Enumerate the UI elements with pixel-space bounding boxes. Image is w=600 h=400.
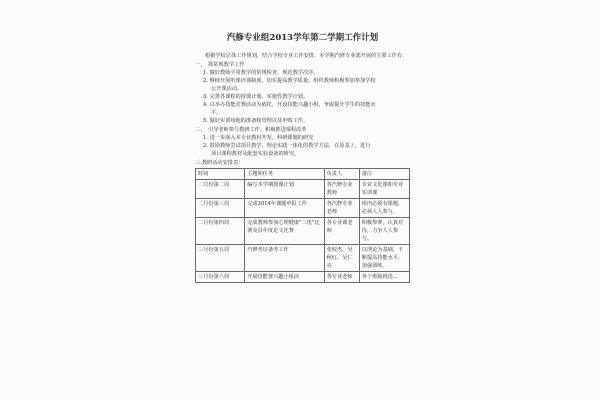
table-header-cell: 负责人 xyxy=(324,169,359,180)
section1-item: 2. 继续开展听课评课制度，切实提高教学质量，组织教师积极参加参加学校 xyxy=(203,78,376,84)
table-cell-note: 专业文化课和专业实训课 xyxy=(359,180,409,199)
section2-item: 项目课程教材及配套实验设备的研究。 xyxy=(211,151,300,157)
section2-heading: 二、 引导老师参与教研工作、积极推进课程改革 xyxy=(195,127,307,133)
section1-item: 公开课活动。 xyxy=(211,86,243,92)
table-header-cell: 主题和任务 xyxy=(245,169,324,180)
table-row xyxy=(196,199,410,218)
section1-item: 平。 xyxy=(211,110,222,116)
section1-item: 4. 以举办技能竞赛活动为依托，开设技能兴趣小组，争取提升学生的技能水 xyxy=(203,102,376,108)
intro-paragraph: 根据学校总体工作规划，结合学校专业工作安排，本学期汽修专业部开展的主要工作有： xyxy=(205,53,408,59)
table-cell-task: 开展技能赛兴趣小组活 xyxy=(245,272,324,283)
table-cell-owner: 各专业课老师 xyxy=(324,218,359,245)
table-cell-owner: 各汽修专业教师 xyxy=(324,180,359,199)
section1-heading: 一、 抓常规教学工作 xyxy=(195,62,245,68)
table-cell-task: 完成教师参加心理健康"三优"比赛及县年度论文比赛 xyxy=(245,218,324,245)
table-cell-time: 二月份第四周 xyxy=(196,218,245,245)
table-header-cell: 时间 xyxy=(196,169,245,180)
table-cell-owner: 各专业老师 xyxy=(324,272,359,283)
table-cell-note: 组内必须有课题，必须人人参与。 xyxy=(359,199,409,218)
table-cell-time: 三月份第五周 xyxy=(196,245,245,272)
table-cell-task: 完成2014年课题申报工作 xyxy=(245,199,324,218)
table-cell-task: 汽修考证备考工作 xyxy=(245,245,324,272)
table-cell-owner: 张校杰、吴秋红、吴仁亮 xyxy=(324,245,359,272)
table-row xyxy=(196,180,410,199)
document-title: 汽修专业组2013学年第二学期工作计划 xyxy=(226,33,379,43)
table-header-cell: 备注 xyxy=(359,169,409,180)
section2-item: 2. 鼓励教师尝试项目教学，理论实践一体化的教学方法，在原基上，进行 xyxy=(203,143,371,149)
section3-heading: 三.教研活动安排表： xyxy=(195,160,244,166)
table-cell-note: 积极参赛，认真对待，力争人人参与。 xyxy=(359,218,409,245)
section1-item: 5. 做好实训场地的准备和管理以及申购工作。 xyxy=(203,118,309,124)
activity-table xyxy=(195,168,410,283)
document-body xyxy=(195,32,410,283)
table-cell-task: 编写本学期授课计划 xyxy=(245,180,324,199)
table-cell-time: 二月份第三周 xyxy=(196,199,245,218)
table-row xyxy=(196,218,410,245)
table-cell-note: 以理论为基础，不断提高技能水平，加强训练。 xyxy=(359,245,409,272)
table-cell-time: 二月份第二周 xyxy=(196,180,245,199)
table-cell-note: 各个班级挑选... xyxy=(359,272,409,283)
table-cell-time: 三月份第六周 xyxy=(196,272,245,283)
section2-item: 1. 进一步深入本专业教材开发，科研课题的研究 xyxy=(203,135,314,141)
table-cell-owner: 各汽修专业老师 xyxy=(324,199,359,218)
table-header-row xyxy=(196,169,410,180)
section1-item: 3. 完善各课程的授课计划、实施性教学计划。 xyxy=(203,94,309,100)
table-row xyxy=(196,245,410,272)
section1-item: 1. 做好教师平常教学的常规检查，规范教学次序。 xyxy=(203,70,319,76)
table-row xyxy=(196,272,410,283)
